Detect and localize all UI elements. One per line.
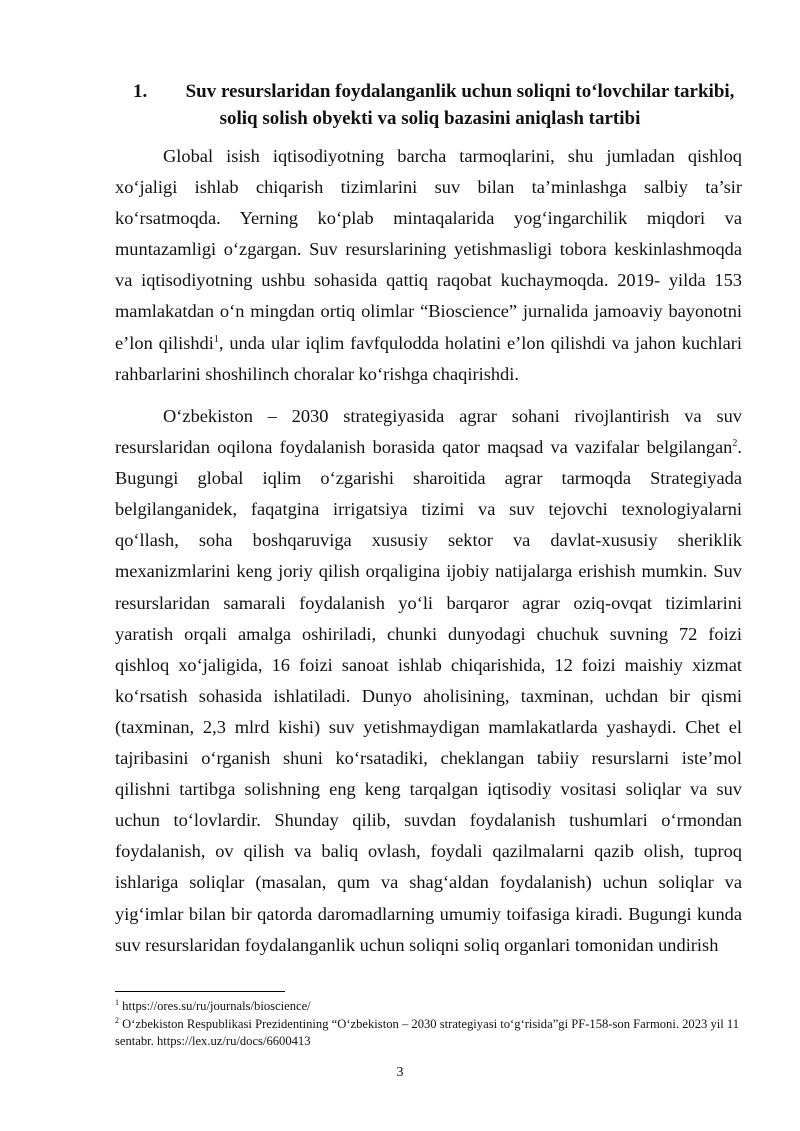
section-title-line-2: soliq solish obyekti va soliq bazasini aniqlash tartibi bbox=[219, 108, 641, 129]
paragraph-1-text-a: Global isish iqtisodiyotning barcha tarmoqlarini, shu jumladan qishloq xo‘jaligi ishlab chiqarish tizimlarini suv bilan ta’minlashga salbiy ta’sir ko‘rsatmoqda. Yerning ko‘plab mintaqalarida yog‘ingarchilik miqdori va muntazamligi o‘zgargan. Suv resurslarining yetishmasligi tobora keskinlashmoqda va iqtisodiyotning ushbu sohasida qattiq raqobat kuchaymoqda. 2019- yilda 153 mamlakatdan o‘n mingdan ortiq olimlar “Bioscience” jurnalida jamoaviy bayonotni e’lon qilishdi bbox=[115, 146, 742, 353]
paragraph-1-text-b: , unda ular iqlim favfqulodda holatini e’lon qilishdi va jahon kuchlari rahbarlarini shoshilinch choralar ko‘rishga chaqirishdi. bbox=[115, 332, 742, 384]
body-paragraph-2 bbox=[115, 401, 742, 961]
paragraph-2-text-a: O‘zbekiston – 2030 strategiyasida agrar sohani rivojlantirish va suv resurslaridan oqilona foydalanish borasida qator maqsad va vazifalar belgilangan bbox=[115, 406, 742, 458]
section-number: 1. bbox=[133, 81, 148, 102]
footnote-ref-1[interactable]: 1 bbox=[213, 333, 219, 345]
footnote-2 bbox=[115, 1016, 745, 1051]
footnote-mark-1: 1 bbox=[115, 997, 119, 1007]
body-paragraph-1 bbox=[115, 141, 742, 390]
footnote-mark-2: 2 bbox=[115, 1015, 119, 1025]
section-title-line-1: Suv resurslaridan foydalanganlik uchun soliqni to‘lovchilar tarkibi, bbox=[185, 81, 735, 102]
footnote-1 bbox=[115, 998, 745, 1016]
footnotes bbox=[115, 998, 745, 1051]
footnote-ref-2[interactable]: 2 bbox=[732, 437, 738, 449]
footnote-divider bbox=[115, 991, 285, 992]
footnote-2-text[interactable]: O‘zbekiston Respublikasi Prezidentining “O‘zbekiston – 2030 strategiyasi to‘g‘risida”gi PF-158-son Farmoni. 2023 yil 11 sentabr. https://lex.uz/ru/docs/6600413 bbox=[115, 1016, 740, 1048]
paragraph-2-text-b: . Bugungi global iqlim o‘zgarishi sharoitida agrar tarmoqda Strategiyada belgilanganidek, faqatgina irrigatsiya tizimi va suv tejovchi texnologiyalarni qo‘llash, soha boshqaruviga xususiy sektor va davlat-xususiy sheriklik mexanizmlarini keng joriy qilish orqaligina ijobiy natijalarga erishish mumkin. Suv resurslaridan samarali foydalanish yo‘li barqaror agrar oziq-ovqat tizimlarini yaratish orqali amalga oshiriladi, chunki dunyodagi chuchuk suvning 72 foizi qishloq xo‘jaligida, 16 foizi sanoat ishlab chiqarishida, 12 foizi maishiy xizmat ko‘rsatish sohasida ishlatiladi. Dunyo aholisining, taxminan, uchdan bir qismi (taxminan, 2,3 mlrd kishi) suv yetishmaydigan mamlakatlarda yashaydi. Chet el tajribasini o‘rganish shuni ko‘rsatadiki, cheklangan tabiiy resurslarni iste’mol qilishni tartibga solishning eng keng tarqalgan iqtisodiy vositasi soliqlar va suv uchun to‘lovlardir. Shunday qilib, suvdan foydalanish tushumlari o‘rmondan foydalanish, ov qilish va baliq ovlash, foydali qazilmalarni qazib olish, tuproq ishlariga soliqlar (masalan, qum va shag‘aldan foydalanish) uchun soliqlar va yig‘imlar bilan bir qatorda daromadlarning umumiy toifasiga kiradi. Bugungi kunda suv resurslaridan foydalanganlik uchun soliqni soliq organlari tomonidan undirish bbox=[115, 437, 742, 955]
section-heading bbox=[115, 78, 745, 132]
footnote-1-text[interactable]: https://ores.su/ru/journals/bioscience/ bbox=[119, 999, 311, 1013]
page-number: 3 bbox=[396, 1065, 404, 1080]
